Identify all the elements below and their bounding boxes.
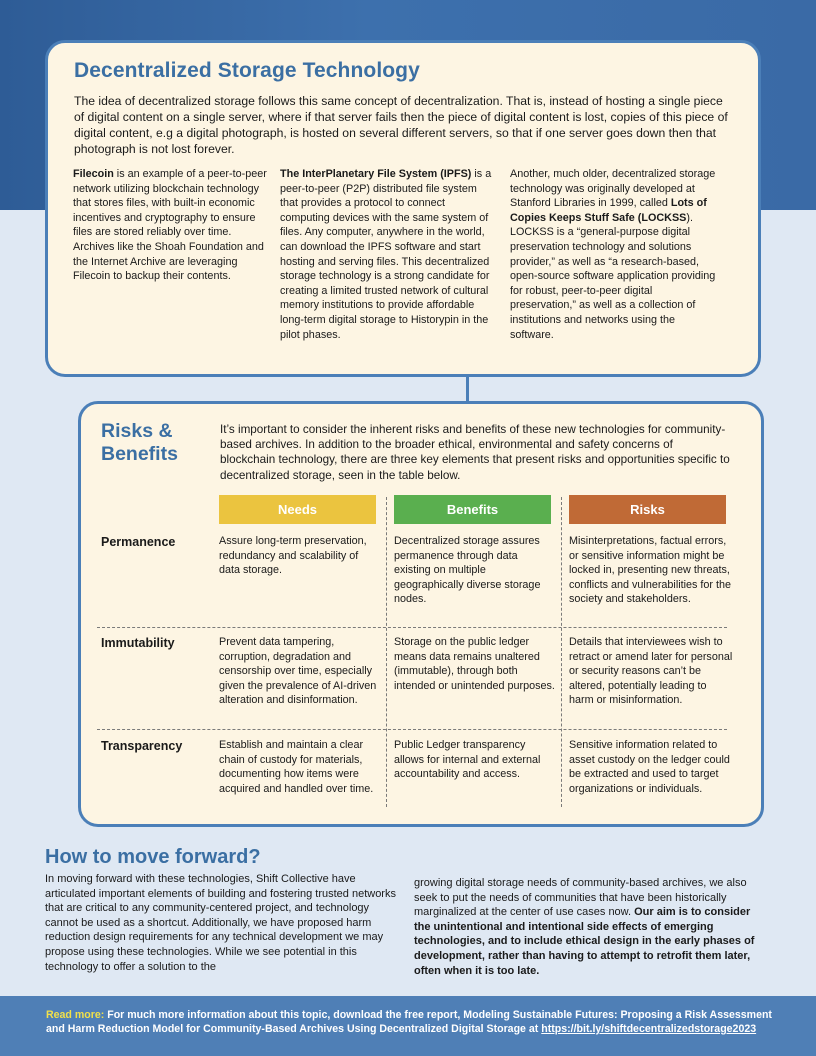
- permanence-benefits: Decentralized storage assures permanence through data existing on multiple geographically diverse storage nodes.: [394, 535, 541, 606]
- read-more-label: Read more:: [46, 1009, 105, 1021]
- row-label-permanence: Permanence: [101, 535, 176, 549]
- risks-title-line2: Benefits: [101, 443, 178, 465]
- transparency-needs: Establish and maintain a clear chain of custody for materials, documenting how items were acquired and handled over time.: [219, 739, 374, 795]
- permanence-risks: Misinterpretations, factual errors, or sensitive information might be locked in, presenting new threats, conflicts and vulnerabilities for the society and stakeholders.: [569, 535, 732, 606]
- ipfs-column: [280, 167, 494, 342]
- storage-intro: The idea of decentralized storage follows this same concept of decentralization. That is, instead of hosting a single piece of digital content on a single server, where if that server fails then the piece of digital content is lost, copies of this piece of digital content, e.g a digital photograph, is hosted on several different servers, so that if one server goes down then that photograph is not lost forever.: [74, 94, 728, 156]
- forward-right-plain: growing digital storage needs of community-based archives, we also seek to put the needs of communities that have been historically marginalized at the center of use cases now.: [414, 877, 747, 919]
- column-divider: [561, 497, 562, 807]
- permanence-needs: Assure long-term preservation, redundancy and scalability of data storage.: [219, 535, 367, 577]
- immutability-risks: Details that interviewees wish to retract or amend later for personal or security reasons can’t be altered, potentially leading to harm or misinformation.: [569, 636, 733, 707]
- risks-benefits-intro: It’s important to consider the inherent risks and benefits of these new technologies for community-based archives. In addition to the broader ethical, environmental and safety concerns of blockchain technology, there are three key elements that present risks and opportunities specific to decentralized storage, seen in the table below.: [220, 423, 730, 482]
- immutability-needs: Prevent data tampering, corruption, degradation and censorship over time, especially given the prevalence of AI-driven alteration and disinformation.: [219, 636, 377, 707]
- column-divider: [386, 497, 387, 807]
- storage-card: [45, 40, 761, 377]
- filecoin-text: is an example of a peer-to-peer network utilizing blockchain technology that stores files, with built-in economic incentives and cryptography to ensure files are stored reliably over time. Archives like the Shoah Foundation and the Internet Archive are leveraging Filecoin to backup their contents.: [73, 168, 267, 283]
- row-divider: [97, 729, 727, 730]
- footer-description: For much more information about this topic, download the free report, Modeling Sustainable Futures: Proposing a Risk Assessment and Harm Reduction Model for Community-Based Archives Using Decentralized Digital Storage at: [46, 1009, 772, 1035]
- needs-column-header: Needs: [219, 495, 376, 524]
- filecoin-heading: Filecoin: [73, 168, 114, 180]
- risks-column-header: Risks: [569, 495, 726, 524]
- row-label-transparency: Transparency: [101, 739, 183, 753]
- ipfs-heading: The InterPlanetary File System (IPFS): [280, 168, 472, 180]
- forward-right-text: [414, 876, 764, 978]
- filecoin-column: [73, 167, 269, 284]
- forward-left-text: In moving forward with these technologies, Shift Collective have articulated important elements of building and fostering trusted networks that are critical to any community-centered project, and technology cannot be used as a shortcut. Additionally, we have proposed harm reduction design requirements for any technical development we may propose using these technologies. While we see potential in this technology to offer a solution to the: [45, 873, 396, 973]
- transparency-benefits: Public Ledger transparency allows for internal and external accountability and access.: [394, 739, 541, 781]
- lockss-heading: Lots of Copies Keeps Stuff Safe (LOCKSS: [510, 197, 707, 224]
- row-divider: [97, 627, 727, 628]
- report-link[interactable]: https://bit.ly/shiftdecentralizedstorage2023: [541, 1023, 757, 1035]
- lockss-column: [510, 167, 718, 342]
- benefits-column-header: Benefits: [394, 495, 551, 524]
- immutability-benefits: Storage on the public ledger means data remains unaltered (immutable), through both intended or unintended purposes.: [394, 636, 555, 692]
- risks-benefits-title: [101, 420, 178, 466]
- footer-text: [46, 1008, 776, 1036]
- transparency-risks: Sensitive information related to asset custody on the ledger could be extracted and used to target organizations or individuals.: [569, 739, 730, 795]
- risks-benefits-card: [78, 401, 764, 827]
- forward-title: How to move forward?: [45, 846, 261, 868]
- ipfs-text: is a peer-to-peer (P2P) distributed file system that provides a protocol to connect computing devices with the same system of files. Any computer, anywhere in the world, can download the IPFS software and start hosting and serving files. This decentralized storage technology is a strong candidate for creating a limited trusted network of cultural memory institutions to provide affordable long-term digital storage to Historypin in the pilot phases.: [280, 168, 492, 341]
- forward-right-bold: Our aim is to consider the unintentional and intentional side effects of emerging technologies, and to include ethical design in the early phases of development, rather than having to attempt to retrofit them later, often when it is too late.: [414, 906, 755, 977]
- lockss-text: ). LOCKSS is a “general-purpose digital preservation technology and solutions provider,” as well as “a research-based, open-source software application providing for robust, peer-to-peer digital preservation,” as well as a collection of institutions and networks using the software.: [510, 211, 716, 341]
- storage-title: Decentralized Storage Technology: [74, 59, 420, 82]
- risks-title-line1: Risks &: [101, 420, 173, 442]
- row-label-immutability: Immutability: [101, 636, 175, 650]
- lockss-intro-text: Another, much older, decentralized storage technology was originally developed at Stanford Libraries in 1999, called: [510, 168, 716, 210]
- card-connector: [466, 376, 469, 402]
